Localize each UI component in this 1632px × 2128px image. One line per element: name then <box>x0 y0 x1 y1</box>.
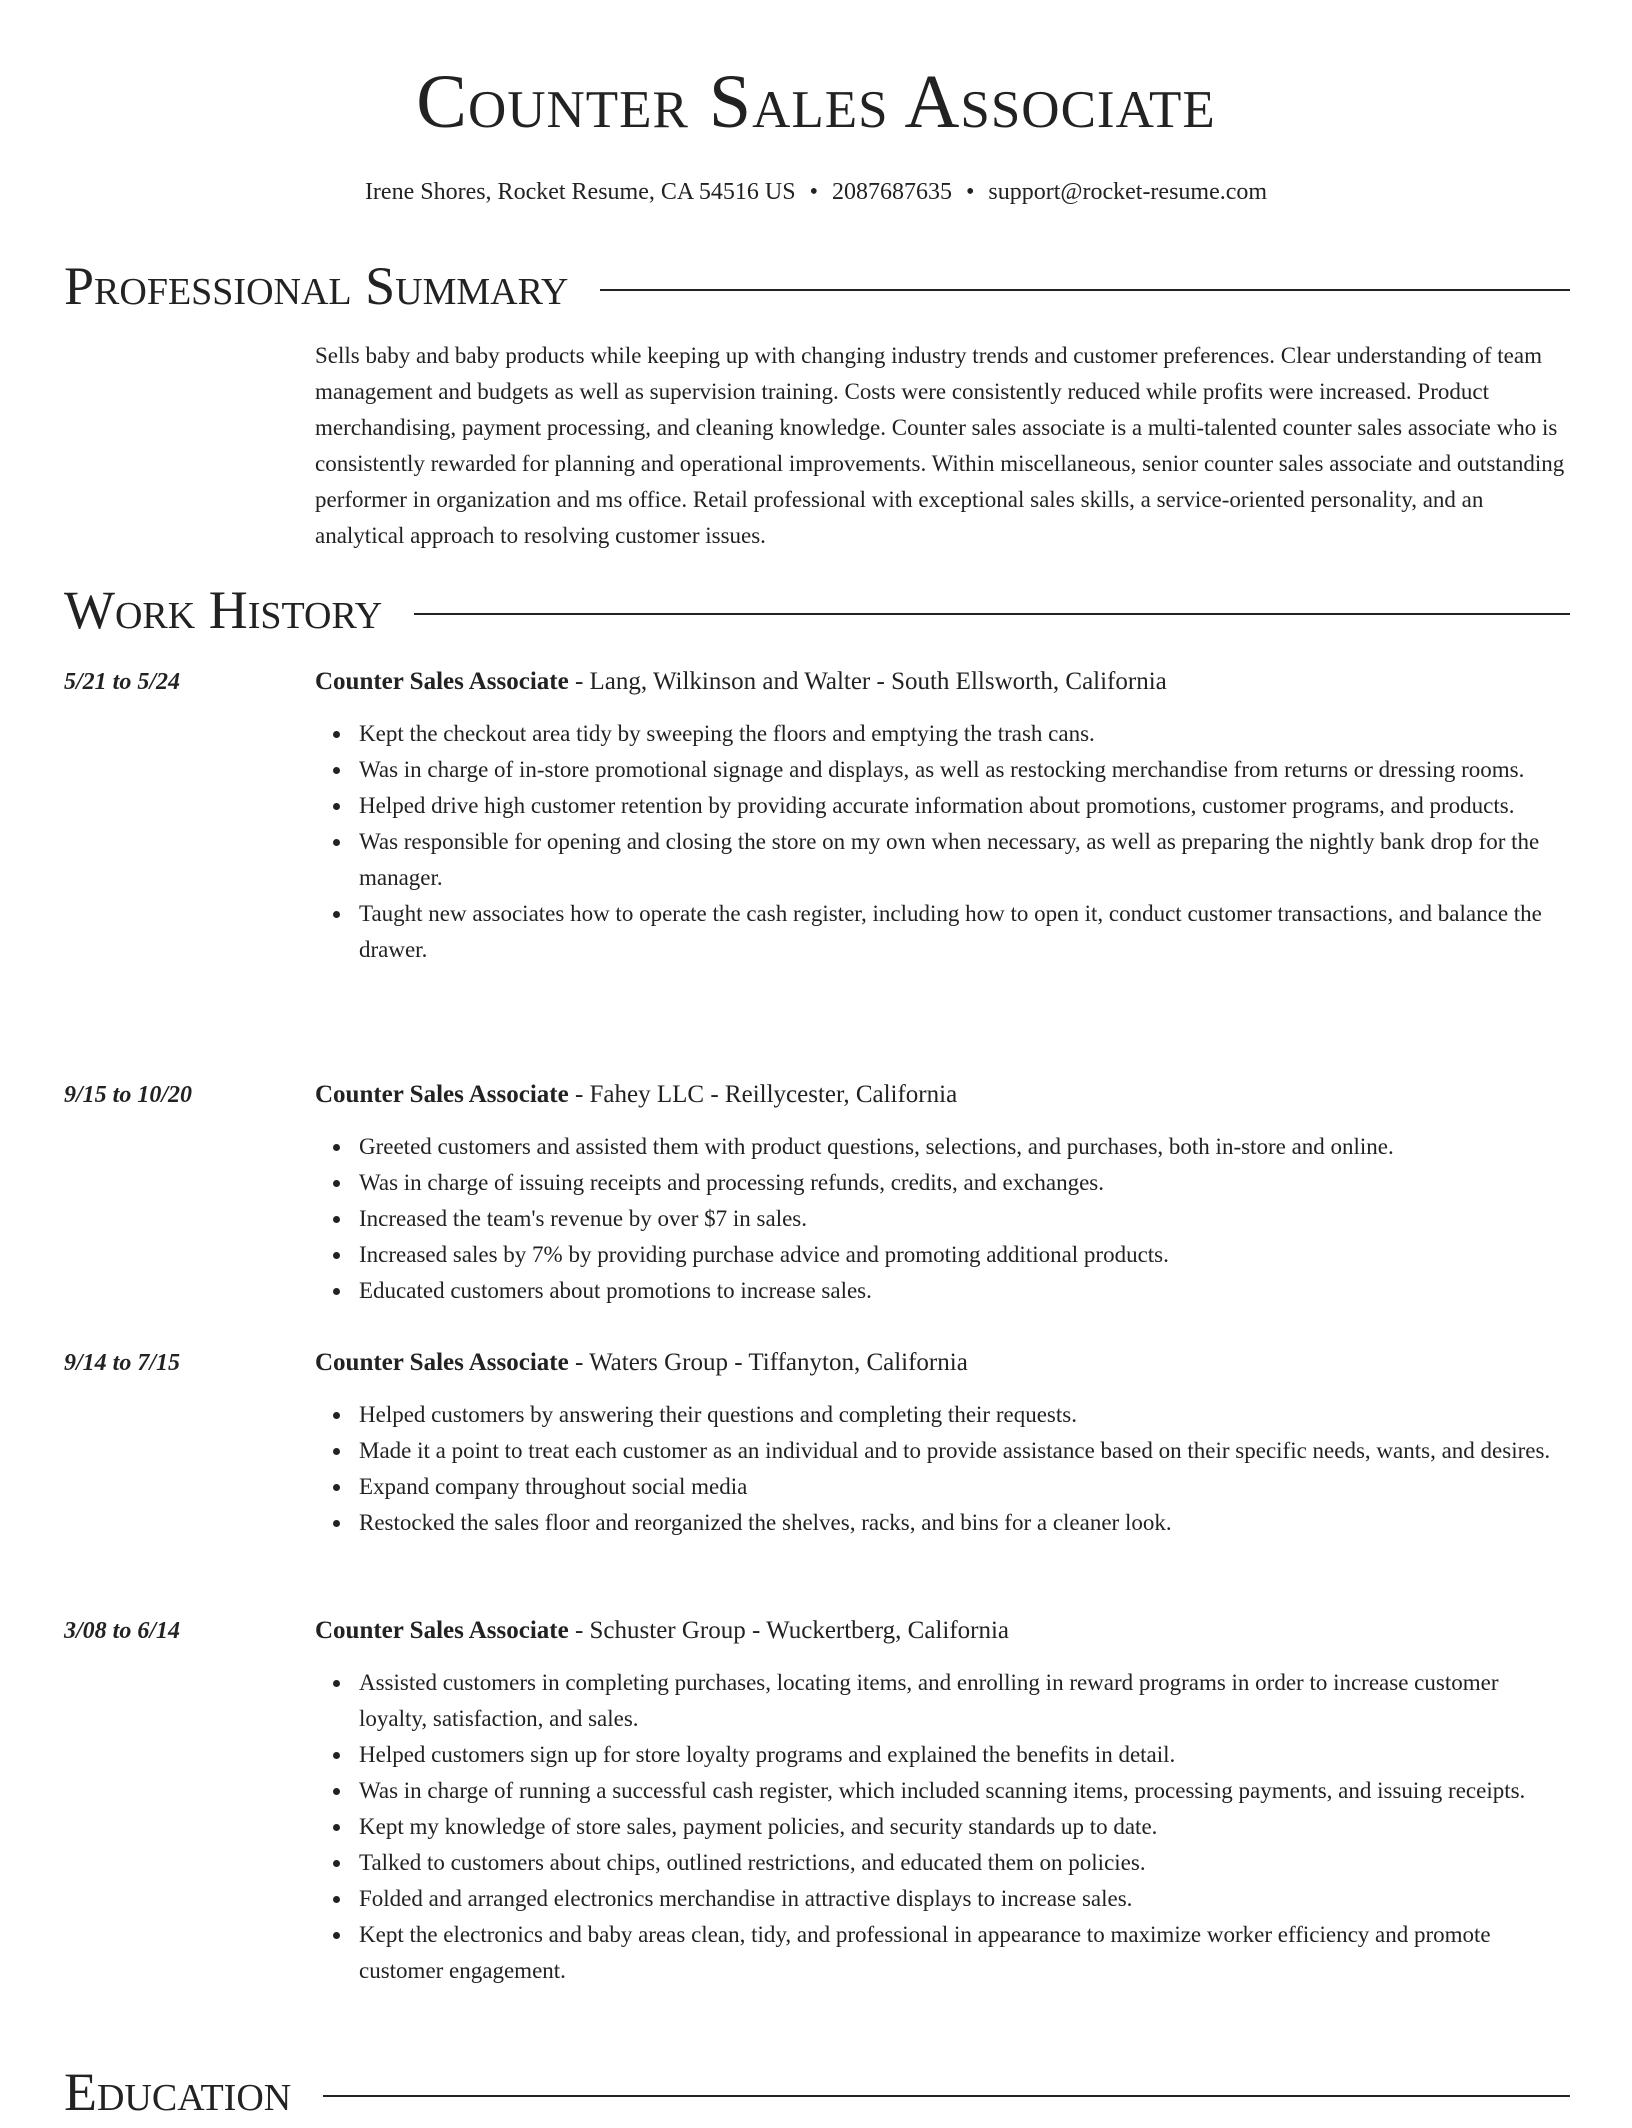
job-dates: 9/14 to 7/15 <box>64 1350 181 1376</box>
job-bullet: Was in charge of running a successful cash register, which included scanning items, processing payments, and issuing receipts. <box>359 1773 1570 1809</box>
job-employer-location: - Lang, Wilkinson and Walter - South Ellsworth, California <box>568 668 1167 695</box>
job-role: Counter Sales Associate <box>315 1349 569 1376</box>
section-divider <box>323 2095 1570 2097</box>
summary-text: Sells baby and baby products while keeping up with changing industry trends and customer preferences. Clear understanding of team management and budgets as well as supervision training. Costs were consistently reduced while profits were increased. Product merchandising, payment processing, and cleaning knowledge. Counter sales associate is a multi-talented counter sales associate who is consistently rewarded for planning and operational improvements. Within miscellaneous, senior counter sales associate and outstanding performer in organization and ms office. Retail professional with exceptional sales skills, a service-oriented personality, and an analytical approach to resolving customer issues. <box>315 343 1565 548</box>
job-employer-location: - Fahey LLC - Reillycester, California <box>568 1081 958 1108</box>
job-bullet: Expand company throughout social media <box>359 1469 1570 1505</box>
job-bullet: Was in charge of in-store promotional signage and displays, as well as restocking merchandise from returns or dressing rooms. <box>359 752 1570 788</box>
section-heading-summary: Professional Summary <box>64 256 569 316</box>
job-role: Counter Sales Associate <box>315 1081 569 1108</box>
contact-email[interactable]: support@rocket-resume.com <box>988 179 1268 205</box>
section-work-history <box>64 574 1570 646</box>
job-role: Counter Sales Associate <box>315 668 569 695</box>
job-employer-location: - Schuster Group - Wuckertberg, California <box>568 1617 1010 1644</box>
job-bullet: Helped customers sign up for store loyalty programs and explained the benefits in detail. <box>359 1737 1570 1773</box>
resume-title: Counter Sales Associate <box>416 60 1216 144</box>
job-bullets <box>315 1129 1570 1309</box>
job-bullet: Restocked the sales floor and reorganized the shelves, racks, and bins for a cleaner look. <box>359 1505 1570 1541</box>
contact-line <box>0 174 1632 210</box>
job-bullet: Taught new associates how to operate the cash register, including how to open it, conduct customer transactions, and balance the drawer. <box>359 896 1570 968</box>
job-title-line <box>315 1345 1570 1381</box>
job-bullets <box>315 716 1570 968</box>
job-bullet: Kept the electronics and baby areas clean, tidy, and professional in appearance to maximize worker efficiency and promote customer engagement. <box>359 1917 1570 1989</box>
section-heading-work-history: Work History <box>64 580 383 640</box>
job-bullet: Increased sales by 7% by providing purchase advice and promoting additional products. <box>359 1237 1570 1273</box>
job-bullet: Folded and arranged electronics merchandise in attractive displays to increase sales. <box>359 1881 1570 1917</box>
contact-phone: 2087687635 <box>831 179 952 205</box>
job-dates: 5/21 to 5/24 <box>64 669 181 695</box>
job-bullet: Made it a point to treat each customer as an individual and to provide assistance based on their specific needs, wants, and desires. <box>359 1433 1570 1469</box>
job-dates: 9/15 to 10/20 <box>64 1082 193 1108</box>
job-role: Counter Sales Associate <box>315 1617 569 1644</box>
job-title-line <box>315 664 1570 700</box>
contact-separator: • <box>809 179 818 205</box>
job-bullets <box>315 1397 1570 1541</box>
section-divider <box>414 613 1570 615</box>
contact-separator: • <box>965 179 975 205</box>
job-title-line <box>315 1613 1570 1649</box>
section-education <box>64 2056 1570 2128</box>
job-bullet: Was responsible for opening and closing the store on my own when necessary, as well as preparing the nightly bank drop for the manager. <box>359 824 1570 896</box>
job-bullet: Helped drive high customer retention by providing accurate information about promotions, customer programs, and products. <box>359 788 1570 824</box>
job-bullet: Kept my knowledge of store sales, payment policies, and security standards up to date. <box>359 1809 1570 1845</box>
job-bullet: Talked to customers about chips, outlined restrictions, and educated them on policies. <box>359 1845 1570 1881</box>
job-bullet: Helped customers by answering their questions and completing their requests. <box>359 1397 1570 1433</box>
job-bullet: Was in charge of issuing receipts and processing refunds, credits, and exchanges. <box>359 1165 1570 1201</box>
job-bullet: Assisted customers in completing purchases, locating items, and enrolling in reward programs in order to increase customer loyalty, satisfaction, and sales. <box>359 1665 1570 1737</box>
job-bullet: Kept the checkout area tidy by sweeping the floors and emptying the trash cans. <box>359 716 1570 752</box>
job-title-line <box>315 1077 1570 1113</box>
job-bullet: Greeted customers and assisted them with product questions, selections, and purchases, both in-store and online. <box>359 1129 1570 1165</box>
job-bullets <box>315 1665 1570 1989</box>
section-divider <box>600 289 1570 291</box>
section-professional-summary <box>64 250 1570 322</box>
job-bullet: Increased the team's revenue by over $7 in sales. <box>359 1201 1570 1237</box>
contact-address: Irene Shores, Rocket Resume, CA 54516 US <box>364 179 796 205</box>
job-dates: 3/08 to 6/14 <box>64 1618 181 1644</box>
section-heading-education: Education <box>64 2062 292 2122</box>
job-bullet: Educated customers about promotions to increase sales. <box>359 1273 1570 1309</box>
job-employer-location: - Waters Group - Tiffanyton, California <box>568 1349 968 1376</box>
